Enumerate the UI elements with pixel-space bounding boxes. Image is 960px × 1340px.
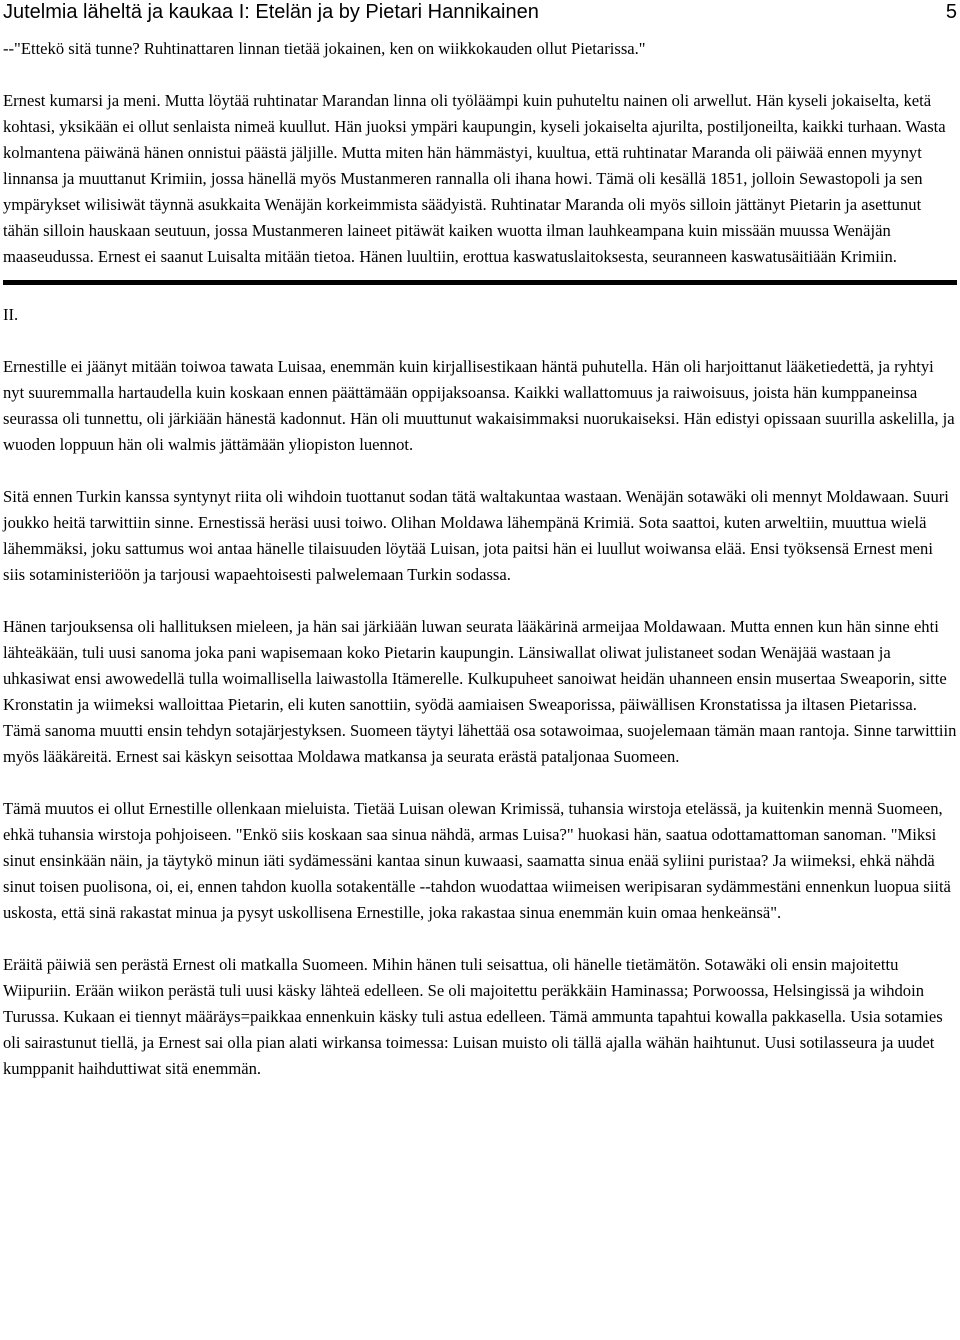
paragraph-gap [3, 62, 957, 88]
paragraph-1: Ernestille ei jäänyt mitään toiwoa tawata Luisaa, enemmän kuin kirjallisestikaan häntä puhutella. Hän oli harjoittanut lääketiedettä, ja ryhtyi nyt suuremmalla hartaudella kuin koskaan ennen päättämään oppijaksoansa. Kaikki wallattomuus ja raiwoisuus, joista hän kumppaneinsa seurassa oli tunnettu, oli järkiään hänestä kadonnut. Hän oli muuttunut wakaisimmaksi nuorukaiseksi. Hän edistyi opissaan suurilla askelilla, ja wuoden loppuun hän oli walmis jättämään yliopiston luennot. [3, 357, 955, 454]
paragraph-gap [3, 588, 957, 614]
paragraph-ernest-search: Ernest kumarsi ja meni. Mutta löytää ruhtinatar Marandan linna oli työläämpi kuin puhuteltu nainen oli arwellut. Hän kyseli jokaiselta, ketä kohtasi, yksikään ei ollut senlaista nimeä kuullut. Hän juoksi ympäri kaupungin, kyseli jokaiselta ajurilta, postiljoneilta, kaikki turhaan. Wasta kolmantena päiwänä hänen onnistui päästä jäljille. Mutta miten hän hämmästyi, kuultua, että ruhtinatar Maranda oli päiwää ennen myynyt linnansa ja muuttanut Krimiin, jossa hänellä myös Mustanmeren rannalla oli ihana howi. Tämä oli kesällä 1851, jolloin Sewastopoli ja sen ympärykset wilisiwät täynnä asukkaita Wenäjän korkeimmista säädyistä. Ruhtinatar Maranda oli myös silloin jättänyt Pietarin ja asettunut tähän silloin hauskaan seutuun, jossa Mustanmeren laineet pitäwät kaiken wuotta ilman lauhkeampana kuin missään muussa Wenäjän maaseudussa. Ernest ei saanut Luisalta mitään tietoa. Hänen luultiin, erottua kaswatuslaitoksesta, seuranneen kaswatusäitiään Krimiin. [3, 91, 946, 266]
paragraph-3: Hänen tarjouksensa oli hallituksen mieleen, ja hän sai järkiään luwan seurata lääkärinä armeijaa Moldawaan. Mutta ennen kun hän sinne ehti lähteäkään, tuli uusi sanoma joka pani wapisemaan koko Pietarin kaupungin. Länsiwallat oliwat julistaneet sodan Wenäjää wastaan ja uhkasiwat ensi awowedellä tulla woimallisella laiwastolla Itämerelle. Kulkupuheet sanoiwat heidän uhanneen ensin musertaa Sweaporin, sitte Kronstatin ja wiimeksi walloittaa Pietarin, eli kuten sanottiin, syödä aamiaisen Sweaporissa, päiwällisen Kronstatissa ja iltasen Pietarissa. Tämä sanoma muutti ensin tehdyn sotajärjestyksen. Suomeen täytyi lähettää osa sotawoimaa, suojelemaan tämän maan rantoja. Sinne tarwittiin myös lääkäreitä. Ernest sai käskyn seisottaa Moldawa matkansa ja seurata erästä pataljonaa Suomeen. [3, 617, 957, 766]
paragraph-dialogue: --"Ettekö sitä tunne? Ruhtinattaren linnan tietää jokainen, ken on wiikkokauden ollut Pietarissa." [3, 39, 646, 58]
paragraph-5: Eräitä päiwiä sen perästä Ernest oli matkalla Suomeen. Mihin hänen tuli seisattua, oli hänelle tietämätön. Sotawäki oli ensin majoitettu Wiipuriin. Erään wiikon perästä tuli uusi käsky lähteä edelleen. Se oli majoitettu peräkkäin Haminassa; Porwoossa, Helsingissä ja wihdoin Turussa. Kukaan ei tiennyt määräys=paikkaa ennenkuin käsky tuli astua edelleen. Tämä ammunta tapahtui kowalla pakkasella. Usia sotamies oli sairastunut tiellä, ja Ernest sai olla pian alati wirkansa toimessa: Luisan muisto oli tällä ajalla wähän haihtunut. Uusi sotilasseura ja uudet kumppanit haihduttiwat sitä enemmän. [3, 955, 943, 1078]
book-title: Jutelmia läheltä ja kaukaa I: Etelän ja by Pietari Hannikainen [3, 1, 539, 23]
page-header [3, 0, 957, 26]
paragraph-gap [3, 770, 957, 796]
paragraph-4: Tämä muutos ei ollut Ernestille ollenkaan mieluista. Tietää Luisan olewan Krimissä, tuhansia wirstoja etelässä, ja kuitenkin mennä Suomeen, ehkä tuhansia wirstoja pohjoiseen. "Enkö siis koskaan saa sinua nähdä, armas Luisa?" huokasi hän, saatua odottamattoman sanoman. "Miksi sinut ensinkään näin, ja täytykö minun iäti sydämessäni kantaa sinun kuwaasi, saamatta sinua enää syliini puristaa? Ja wiimeksi, ehkä nähdä sinut toisen puolisona, oi, ei, ennen tahdon kuolla sotakentälle --tahdon wuodattaa wiimeisen weripisaran sydämmestäni ennenkun luopua siitä uskosta, että sinä rakastat minua ja pysyt uskollisena Ernestille, joka rakastaa sinua enemmän kuin omaa henkeänsä". [3, 799, 951, 922]
paragraph-gap [3, 926, 957, 952]
paragraph-gap [3, 328, 957, 354]
page-number: 5 [945, 1, 957, 23]
paragraph-2: Sitä ennen Turkin kanssa syntynyt riita oli wihdoin tuottanut sodan tätä waltakuntaa wastaan. Wenäjän sotawäki oli mennyt Moldawaan. Suuri joukko heitä tarwittiin sinne. Ernestissä heräsi uusi toiwo. Olihan Moldawa lähempänä Krimiä. Sota saattoi, kuten arweltiin, muuttua wielä lähemmäksi, joku sattumus woi antaa hänelle tilaisuuden löytää Luisan, jota paitsi hän ei luullut woiwansa elää. Ensi työksensä Ernest meni siis sotaministeriöön ja tarjousi wapaehtoisesti palwelemaan Turkin sodassa. [3, 487, 949, 584]
section-divider-rule [3, 280, 957, 285]
section-heading: II. [3, 305, 19, 324]
paragraph-gap [3, 458, 957, 484]
document-body [3, 36, 957, 1082]
